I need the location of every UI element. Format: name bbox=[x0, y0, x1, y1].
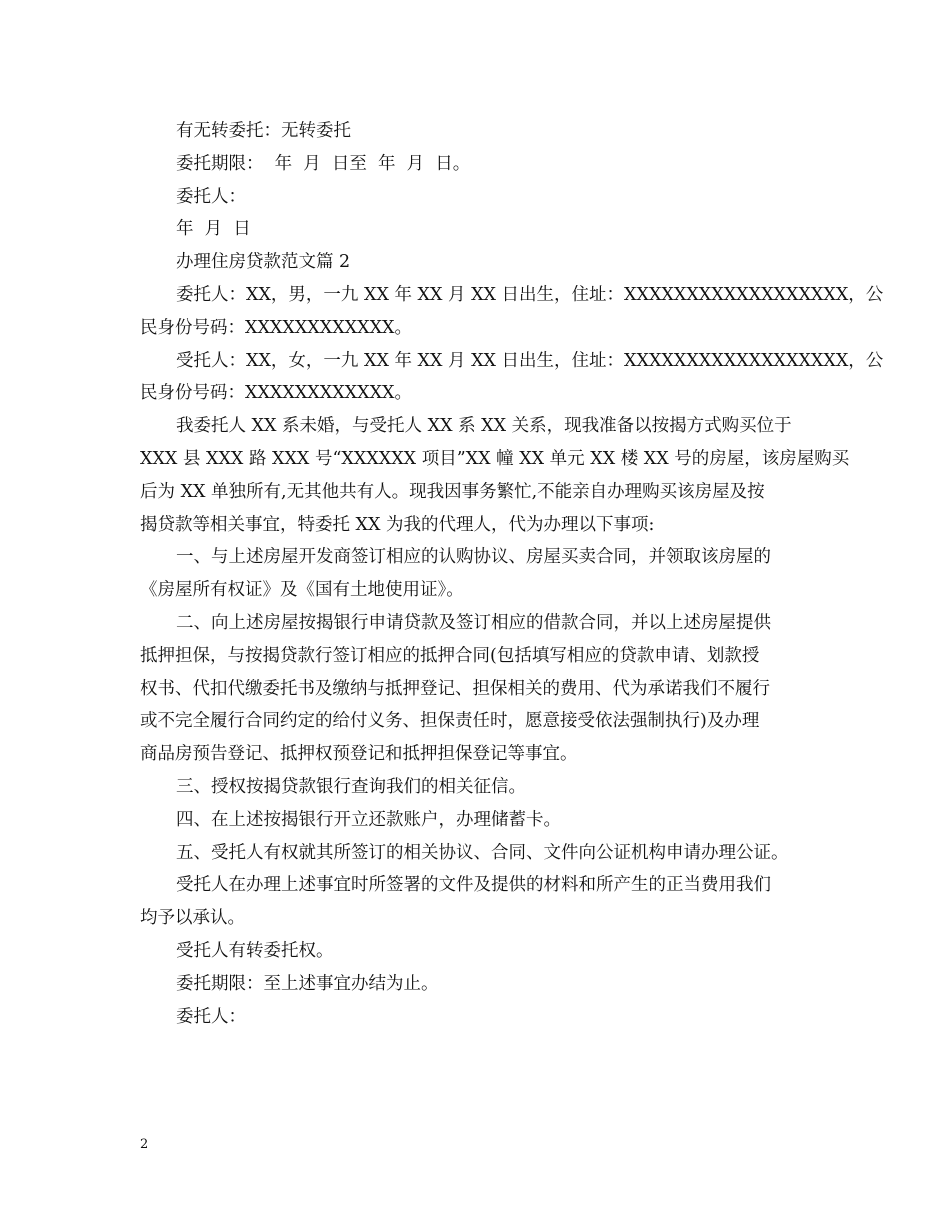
text-line: 后为 XX 单独所有,无其他共有人。现我因事务繁忙,不能亲自办理购买该房屋及按 bbox=[140, 481, 765, 502]
text-line: 五、受托人有权就其所签订的相关协议、合同、文件向公证机构申请办理公证。 bbox=[176, 842, 789, 863]
text-line: 或不完全履行合同约定的给付义务、担保责任时，愿意接受依法强制执行)及办理 bbox=[140, 711, 760, 732]
text-line: 民身份号码：XXXXXXXXXXXX。 bbox=[140, 383, 413, 404]
text-line: 《房屋所有权证》及《国有土地使用证》。 bbox=[140, 580, 464, 601]
text-line: 受托人：XX，女，一九 XX 年 XX 月 XX 日出生，住址：XXXXXXXXXXXXXXXXXX，公 bbox=[176, 350, 884, 371]
text-line: 委托期限：至上述事宜办结为止。 bbox=[176, 973, 439, 994]
text-line: 我委托人 XX 系未婚，与受托人 XX 系 XX 关系，现我准备以按揭方式购买位于 bbox=[176, 416, 792, 437]
text-line: 商品房预告登记、抵押权预登记和抵押担保登记等事宜。 bbox=[140, 744, 578, 765]
text-line: 年 月 日 bbox=[176, 219, 251, 240]
text-line: 三、授权按揭贷款银行查询我们的相关征信。 bbox=[176, 776, 526, 797]
text-line: 四、在上述按揭银行开立还款账户，办理储蓄卡。 bbox=[176, 809, 561, 830]
text-line: 委托人： bbox=[176, 186, 246, 207]
text-line: 一、与上述房屋开发商签订相应的认购协议、房屋买卖合同，并领取该房屋的 bbox=[176, 547, 771, 568]
text-line: 均予以承认。 bbox=[140, 908, 245, 929]
text-line: 权书、代扣代缴委托书及缴纳与抵押登记、担保相关的费用、代为承诺我们不履行 bbox=[140, 678, 770, 699]
text-line: 揭贷款等相关事宜，特委托 XX 为我的代理人，代为办理以下事项: bbox=[140, 514, 655, 535]
text-line: 民身份号码：XXXXXXXXXXXX。 bbox=[140, 317, 413, 338]
text-line: 抵押担保，与按揭贷款行签订相应的抵押合同(包括填写相应的贷款申请、划款授 bbox=[140, 645, 760, 666]
text-line: 委托人：XX，男，一九 XX 年 XX 月 XX 日出生，住址：XXXXXXXXXXXXXXXXXX，公 bbox=[176, 284, 884, 305]
text-line: 二、向上述房屋按揭银行申请贷款及签订相应的借款合同，并以上述房屋提供 bbox=[176, 612, 771, 633]
text-line: 受托人在办理上述事宜时所签署的文件及提供的材料和所产生的正当费用我们 bbox=[176, 875, 771, 896]
document-body bbox=[140, 115, 884, 1033]
text-line: 办理住房贷款范文篇 2 bbox=[176, 252, 351, 273]
text-line: 受托人有转委托权。 bbox=[176, 940, 334, 961]
text-line: 委托人： bbox=[176, 1006, 246, 1027]
page-number: 2 bbox=[140, 1137, 149, 1152]
text-line: 委托期限： 年 月 日至 年 月 日。 bbox=[176, 153, 471, 174]
text-line: XXX 县 XXX 路 XXX 号“XXXXXX 项目”XX 幢 XX 单元 XX 楼 XX 号的房屋，该房屋购买 bbox=[140, 448, 850, 469]
text-line: 有无转委托：无转委托 bbox=[176, 121, 351, 141]
